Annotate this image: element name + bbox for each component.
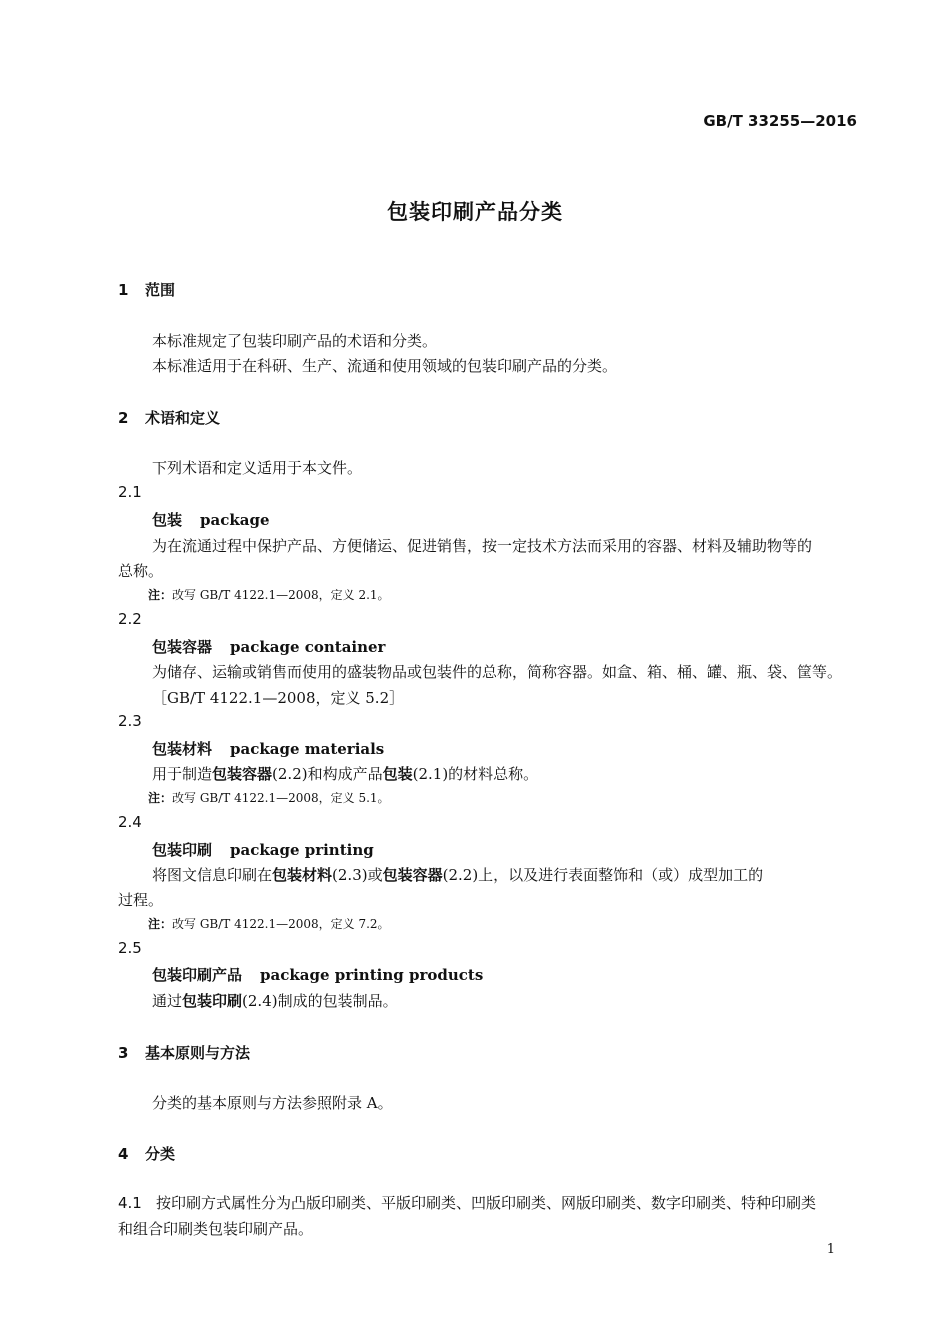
cross-ref-term: 包装容器 [212,765,273,783]
term-heading [152,738,384,759]
term-heading [152,839,374,860]
cross-ref-term: 包装印刷 [182,992,243,1010]
section-number: 2 [118,409,129,427]
clause-number: 4.1 [118,1194,142,1212]
term-en: package printing [230,841,374,859]
section-title: 术语和定义 [145,409,221,427]
section-number: 4 [118,1145,129,1163]
paragraph: 分类的基本原则与方法参照附录 A。 [152,1094,393,1112]
note-label: 注： [148,791,173,805]
paragraph: 本标准规定了包装印刷产品的术语和分类。 [152,332,438,350]
section-title: 基本原则与方法 [145,1044,251,1062]
text: (2.3)或 [332,866,383,884]
term-zh: 包装材料 [152,740,213,758]
term-number: 2.2 [118,610,142,628]
cross-ref-term: 包装 [382,765,413,783]
term-number: 2.4 [118,813,142,831]
text: (2.2)和构成产品 [272,765,383,783]
term-number: 2.5 [118,939,142,957]
term-zh: 包装容器 [152,638,213,656]
section-2-heading [118,407,220,428]
text: (2.1)的材料总称。 [412,765,539,783]
term-zh: 包装印刷 [152,841,213,859]
note-text: 改写 GB/T 4122.1—2008，定义 2.1。 [172,588,390,602]
definition: 为在流通过程中保护产品、方便储运、促进销售，按一定技术方法而采用的容器、材料及辅助物等的 [152,537,813,555]
note-text: 改写 GB/T 4122.1—2008，定义 7.2。 [172,917,390,931]
paragraph: 下列术语和定义适用于本文件。 [152,459,363,477]
cross-ref-term: 包装容器 [382,866,443,884]
note [148,586,390,603]
definition-continued: 过程。 [118,891,164,909]
section-number: 1 [118,281,129,299]
definition-continued: 总称。 [118,562,164,580]
section-title: 分类 [145,1145,176,1163]
note-text: 改写 GB/T 4122.1—2008，定义 5.1。 [172,791,390,805]
clause-text: 按印刷方式属性分为凸版印刷类、平版印刷类、凹版印刷类、网版印刷类、数字印刷类、特种印刷类 [156,1194,817,1212]
note [148,915,390,932]
note-label: 注： [148,588,173,602]
term-heading [152,636,385,657]
note [148,789,390,806]
term-zh: 包装 [152,511,183,529]
term-number: 2.1 [118,483,142,501]
term-en: package container [230,638,386,656]
page-title: 包装印刷产品分类 [387,200,563,224]
section-number: 3 [118,1044,129,1062]
definition [152,763,538,784]
text: (2.4)制成的包装制品。 [242,992,398,1010]
term-number: 2.3 [118,712,142,730]
cross-ref-term: 包装材料 [272,866,333,884]
term-heading [152,964,483,985]
section-title: 范围 [145,281,176,299]
clause-4-1 [118,1192,816,1213]
term-heading [152,509,270,530]
section-3-heading [118,1042,250,1063]
definition: 为储存、运输或销售而使用的盛装物品或包装件的总称，简称容器。如盒、箱、桶、罐、瓶、袋、筐等。 [152,663,843,681]
note-label: 注： [148,917,173,931]
term-zh: 包装印刷产品 [152,966,243,984]
section-1-heading [118,279,175,300]
term-en: package [200,511,270,529]
definition [152,864,856,885]
page-number: 1 [826,1242,835,1257]
text: 通过 [152,992,183,1010]
text: (2.2)上，以及进行表面整饰和（或）成型加工的 [442,866,764,884]
term-en: package materials [230,740,385,758]
term-en: package printing products [260,966,484,984]
source-reference: ［GB/T 4122.1—2008，定义 5.2］ [152,689,405,707]
document-number: GB/T 33255—2016 [703,112,857,130]
clause-continued: 和组合印刷类包装印刷产品。 [118,1220,314,1238]
section-4-heading [118,1143,175,1164]
text: 用于制造 [152,765,213,783]
text: 将图文信息印刷在 [152,866,273,884]
definition [152,990,398,1011]
paragraph: 本标准适用于在科研、生产、流通和使用领域的包装印刷产品的分类。 [152,357,618,375]
